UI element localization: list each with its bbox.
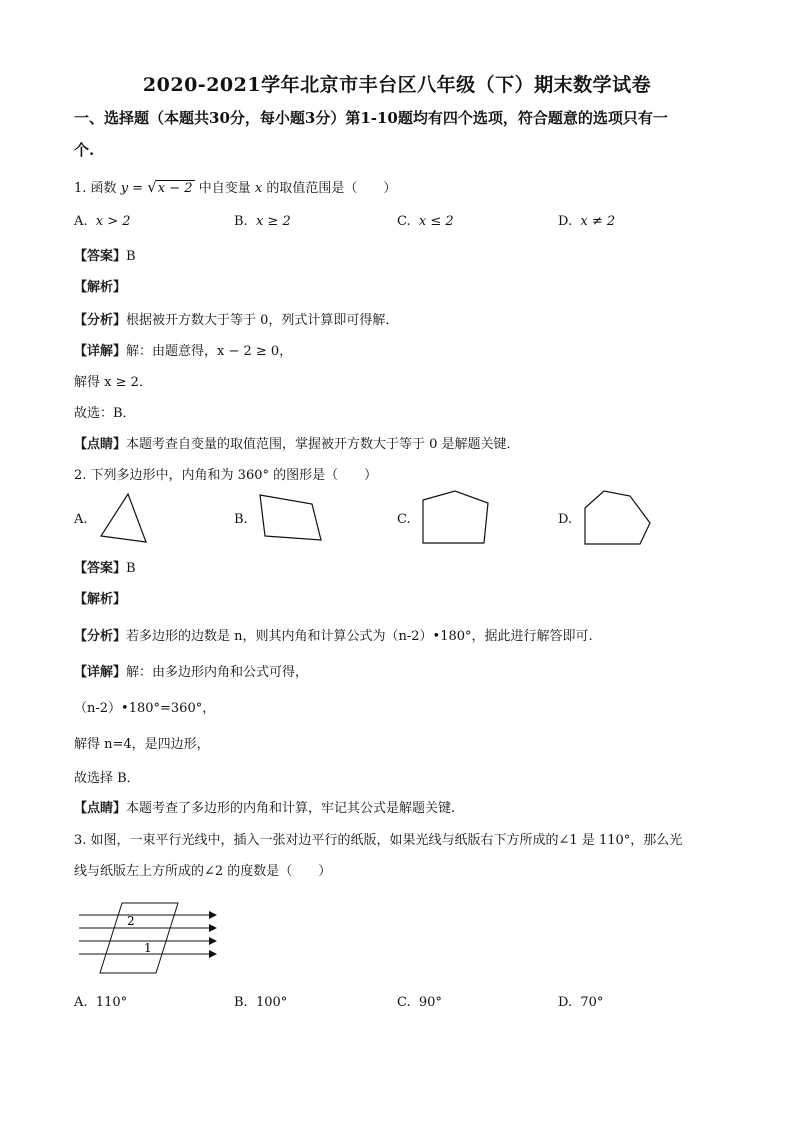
q2-option-d-label: D. [558, 512, 573, 527]
q3-option-b: B. 100° [234, 995, 288, 1010]
q2-analysis-label: 【解析】 [74, 592, 127, 607]
q1-detail-line3: 故选：B． [74, 406, 136, 421]
page-title: 2020-2021学年北京市丰台区八年级（下）期末数学试卷 [142, 74, 652, 96]
q1-comment: 【点睛】本题考查自变量的取值范围，掌握被开方数大于等于 0 是解题关键． [74, 437, 520, 452]
q3-option-d: D. 70° [558, 995, 604, 1010]
angle-label-1: 1 [144, 941, 152, 955]
paper-board [100, 903, 178, 973]
parallel-light-figure [74, 895, 224, 985]
q3-stem-line2: 线与纸版左上方所成的∠2 的度数是（ ） [74, 864, 332, 879]
q1-option-d: D. x ≠ 2 [558, 214, 616, 229]
q1-radicand: x − 2 [157, 181, 193, 196]
section-heading [74, 103, 734, 165]
q2-detail-line3: 解得 n=4，是四边形， [74, 737, 210, 752]
q2-option-b-label: B. [234, 512, 248, 527]
q3-stem-line1: 3. 如图，一束平行光线中，插入一张对边平行的纸版，如果光线与纸版右下方所成的∠1 是 110°，那么光 [74, 833, 683, 848]
q2-comment: 【点睛】本题考查了多边形的内角和计算，牢记其公式是解题关键. [74, 801, 456, 816]
q1-stem: 1. 函数 y = √x − 2 中自变量 x 的取值范围是（ ） [74, 178, 397, 196]
q2-fenxi: 【分析】若多边形的边数是 n，则其内角和计算公式为（n-2）•180°，据此进行解答即可. [74, 629, 593, 644]
hexagon-shape [580, 488, 656, 550]
q1-detail: 【详解】解：由题意得，x − 2 ≥ 0， [74, 344, 293, 359]
q2-stem: 2. 下列多边形中，内角和为 360° 的图形是（ ） [74, 468, 378, 483]
q1-detail-line2: 解得 x ≥ 2． [74, 375, 152, 390]
section-heading-line2: 个. [74, 141, 95, 159]
q1-option-a: A. x > 2 [74, 214, 131, 229]
pentagon-shape [418, 488, 493, 548]
angle-label-2: 2 [127, 914, 135, 928]
section-heading-line1: 一、选择题（本题共30分，每小题3分）第1-10题均有四个选项，符合题意的选项只有一 [74, 109, 668, 127]
quadrilateral-shape [255, 492, 330, 542]
q3-option-c: C. 90° [397, 995, 442, 1010]
q1-answer: 【答案】B [74, 249, 136, 264]
q1-analysis-label: 【解析】 [74, 280, 127, 295]
q2-detail: 【详解】解：由多边形内角和公式可得， [74, 665, 309, 680]
q2-detail-line2: （n-2）•180°=360°， [74, 701, 216, 716]
q2-detail-line4: 故选择 B． [74, 771, 140, 786]
q1-fenxi: 【分析】根据被开方数大于等于 0，列式计算即可得解． [74, 313, 399, 328]
q2-option-a-label: A. [74, 512, 88, 527]
q3-option-a: A. 110° [74, 995, 128, 1010]
q1-option-c: C. x ≤ 2 [397, 214, 454, 229]
q2-option-c-label: C. [397, 512, 411, 527]
triangle-shape [96, 492, 156, 552]
q2-answer: 【答案】B [74, 561, 136, 576]
q1-option-b: B. x ≥ 2 [234, 214, 291, 229]
